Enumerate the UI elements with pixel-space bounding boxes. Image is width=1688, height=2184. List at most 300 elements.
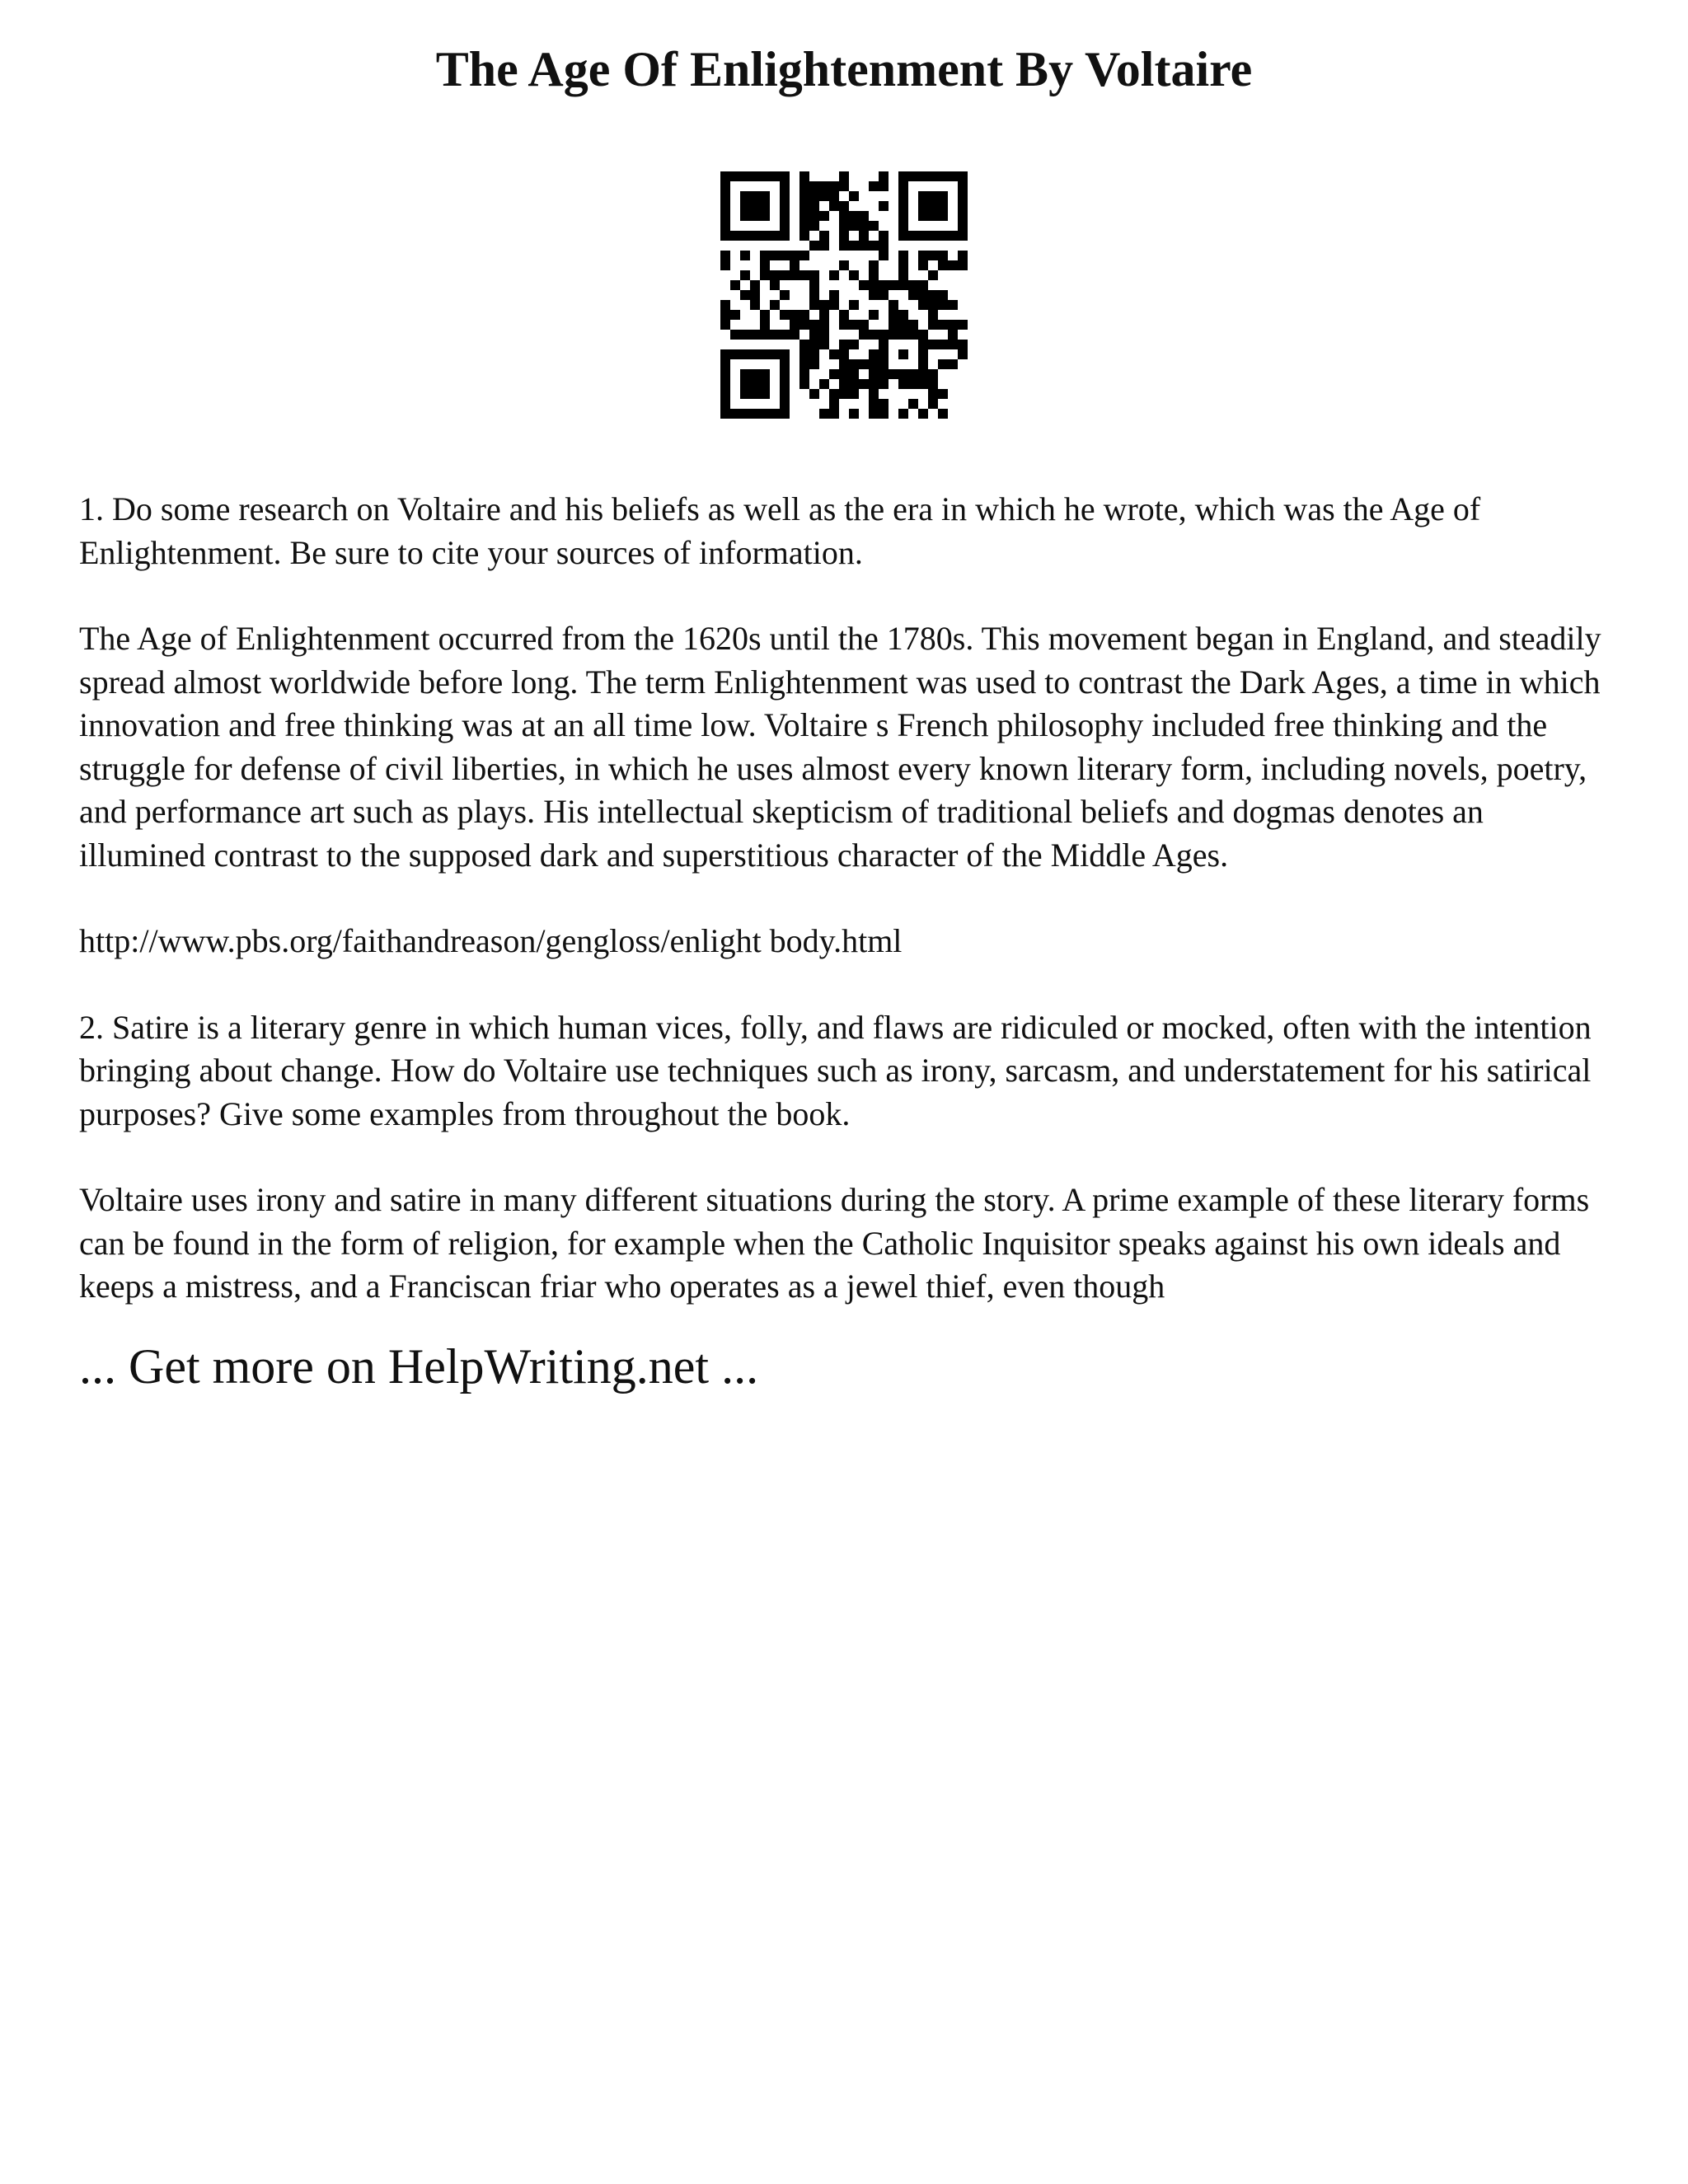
qr-module	[809, 349, 819, 359]
qr-module	[898, 369, 908, 379]
qr-module	[819, 409, 829, 419]
qr-module	[780, 399, 790, 409]
qr-module	[958, 191, 968, 201]
qr-module	[918, 191, 928, 201]
qr-module	[869, 241, 879, 251]
qr-module	[898, 191, 908, 201]
qr-module	[770, 270, 780, 280]
qr-module	[839, 320, 849, 330]
qr-module	[898, 320, 908, 330]
qr-module	[839, 389, 849, 399]
qr-module	[730, 409, 740, 419]
qr-module	[859, 359, 869, 369]
qr-module	[918, 231, 928, 241]
qr-module	[760, 201, 770, 211]
qr-module	[780, 330, 790, 340]
qr-module	[938, 251, 948, 260]
qr-module	[720, 310, 730, 320]
qr-module	[948, 260, 958, 270]
qr-module	[938, 260, 948, 270]
qr-module	[819, 241, 829, 251]
qr-module	[760, 211, 770, 221]
qr-module	[829, 369, 839, 379]
qr-module	[740, 231, 750, 241]
qr-module	[948, 320, 958, 330]
qr-module	[889, 310, 898, 320]
qr-module	[720, 300, 730, 310]
qr-module	[948, 300, 958, 310]
qr-module	[799, 201, 809, 211]
qr-module	[898, 181, 908, 191]
qr-module	[869, 260, 879, 270]
qr-module	[958, 171, 968, 181]
qr-module	[938, 389, 948, 399]
qr-module	[869, 330, 879, 340]
qr-module	[898, 211, 908, 221]
qr-module	[908, 330, 918, 340]
qr-module	[760, 270, 770, 280]
qr-module	[849, 300, 859, 310]
qr-module	[958, 260, 968, 270]
qr-module	[799, 340, 809, 349]
qr-module	[819, 330, 829, 340]
qr-module	[839, 211, 849, 221]
qr-module	[849, 270, 859, 280]
qr-module	[879, 171, 889, 181]
qr-module	[948, 330, 958, 340]
qr-module	[750, 300, 760, 310]
qr-module	[879, 280, 889, 290]
qr-module	[908, 379, 918, 389]
qr-module	[879, 181, 889, 191]
qr-module	[799, 211, 809, 221]
qr-module	[720, 211, 730, 221]
qr-module	[790, 320, 799, 330]
qr-module	[799, 369, 809, 379]
qr-module	[938, 340, 948, 349]
qr-module	[839, 340, 849, 349]
qr-module	[809, 191, 819, 201]
qr-module	[898, 231, 908, 241]
qr-module	[879, 241, 889, 251]
qr-module	[730, 280, 740, 290]
qr-module	[928, 171, 938, 181]
qr-module	[819, 181, 829, 191]
qr-module	[918, 340, 928, 349]
qr-module	[928, 270, 938, 280]
qr-module	[938, 171, 948, 181]
qr-module	[869, 379, 879, 389]
qr-module	[760, 231, 770, 241]
qr-module	[760, 389, 770, 399]
qr-module	[770, 330, 780, 340]
qr-module	[918, 369, 928, 379]
qr-module	[740, 389, 750, 399]
qr-module	[859, 320, 869, 330]
qr-module	[780, 349, 790, 359]
qr-module	[928, 201, 938, 211]
qr-module	[750, 290, 760, 300]
qr-module	[740, 211, 750, 221]
qr-module	[898, 280, 908, 290]
qr-module	[760, 320, 770, 330]
qr-module	[889, 300, 898, 310]
qr-module	[879, 290, 889, 300]
qr-module	[859, 330, 869, 340]
qr-module	[928, 290, 938, 300]
qr-module	[780, 389, 790, 399]
qr-module	[889, 330, 898, 340]
qr-module	[849, 369, 859, 379]
qr-module	[908, 231, 918, 241]
qr-module	[958, 320, 968, 330]
qr-module	[869, 369, 879, 379]
qr-module	[879, 231, 889, 241]
qr-module	[869, 270, 879, 280]
qr-module	[780, 191, 790, 201]
qr-module	[839, 260, 849, 270]
qr-module	[809, 290, 819, 300]
qr-module	[859, 221, 869, 231]
qr-module	[770, 300, 780, 310]
qr-module	[720, 191, 730, 201]
qr-module	[780, 181, 790, 191]
qr-module	[760, 349, 770, 359]
qr-module	[869, 389, 879, 399]
qr-module	[918, 379, 928, 389]
qr-module	[908, 171, 918, 181]
qr-module	[780, 221, 790, 231]
qr-module	[918, 330, 928, 340]
qr-module	[859, 231, 869, 241]
page-title: The Age Of Enlightenment By Voltaire	[435, 42, 1253, 96]
qr-module	[720, 231, 730, 241]
qr-module	[720, 260, 730, 270]
qr-module	[898, 251, 908, 260]
qr-module	[898, 349, 908, 359]
qr-module	[730, 310, 740, 320]
qr-module	[790, 270, 799, 280]
qr-module	[918, 359, 928, 369]
qr-module	[839, 349, 849, 359]
qr-module	[928, 320, 938, 330]
qr-module	[839, 201, 849, 211]
qr-module	[879, 409, 889, 419]
get-more-link[interactable]: ... Get more on HelpWriting.net ...	[79, 1338, 759, 1394]
qr-module	[869, 359, 879, 369]
document-body	[79, 488, 1609, 1396]
qr-module	[839, 231, 849, 241]
qr-module	[849, 389, 859, 399]
qr-module	[770, 409, 780, 419]
qr-module	[780, 379, 790, 389]
qr-module	[918, 300, 928, 310]
qr-module	[819, 340, 829, 349]
qr-module	[730, 231, 740, 241]
qr-module	[780, 270, 790, 280]
qr-module	[720, 251, 730, 260]
qr-module	[829, 399, 839, 409]
qr-module	[740, 201, 750, 211]
qr-module	[938, 211, 948, 221]
qr-module	[740, 191, 750, 201]
qr-module	[928, 191, 938, 201]
qr-module	[958, 221, 968, 231]
qr-module	[908, 290, 918, 300]
qr-module	[730, 349, 740, 359]
qr-module	[958, 181, 968, 191]
qr-module	[928, 399, 938, 409]
qr-module	[720, 181, 730, 191]
qr-module	[938, 201, 948, 211]
qr-module	[770, 251, 780, 260]
qr-module	[780, 310, 790, 320]
qr-module	[849, 340, 859, 349]
qr-module	[799, 181, 809, 191]
qr-module	[799, 171, 809, 181]
qr-module	[740, 171, 750, 181]
qr-module	[948, 231, 958, 241]
qr-module	[819, 300, 829, 310]
qr-module	[799, 349, 809, 359]
qr-module	[730, 171, 740, 181]
qr-module	[720, 221, 730, 231]
qr-module	[829, 201, 839, 211]
qr-module	[780, 409, 790, 419]
qr-module	[780, 231, 790, 241]
qr-module	[829, 300, 839, 310]
qr-module	[958, 211, 968, 221]
qr-module	[720, 389, 730, 399]
qr-module	[928, 300, 938, 310]
qr-module	[839, 181, 849, 191]
qr-module	[869, 399, 879, 409]
qr-module	[770, 171, 780, 181]
qr-module	[879, 201, 889, 211]
qr-module	[809, 389, 819, 399]
qr-module	[740, 369, 750, 379]
qr-module	[889, 369, 898, 379]
qr-module	[898, 270, 908, 280]
qr-module	[829, 349, 839, 359]
qr-module	[760, 260, 770, 270]
qr-module	[720, 320, 730, 330]
qr-module	[750, 280, 760, 290]
qr-module	[898, 260, 908, 270]
answer-1-paragraph: The Age of Enlightenment occurred from the 1620s until the 1780s. This movement began in England, and steadily spread almost worldwide before long. The term Enlightenment was used to contrast the Dark Ages, a time in which innovation and free thinking was at an all time low. Voltaire s French philosophy included free thinking and the struggle for defense of civil liberties, in which he uses almost every known literary form, including novels, poetry, and performance art such as plays. His intellectual skepticism of traditional beliefs and dogmas denotes an illumined contrast to the supposed dark and superstitious character of the Middle Ages.	[79, 620, 1601, 874]
qr-module	[839, 359, 849, 369]
qr-module	[879, 340, 889, 349]
answer-2-paragraph: Voltaire uses irony and satire in many different situations during the story. A prime example of these literary forms can be found in the form of religion, for example when the Catholic Inquisitor speaks against his own ideals and keeps a mistress, and a Franciscan friar who operates as a jewel thief, even though	[79, 1181, 1590, 1305]
qr-module	[938, 231, 948, 241]
qr-module	[918, 251, 928, 260]
qr-module	[740, 290, 750, 300]
qr-module	[750, 409, 760, 419]
qr-module	[849, 241, 859, 251]
qr-module	[958, 340, 968, 349]
qr-module	[938, 290, 948, 300]
qr-module	[938, 320, 948, 330]
qr-module	[780, 369, 790, 379]
question-1-paragraph: 1. Do some research on Voltaire and his beliefs as well as the era in which he wrote, which was the Age of Enlightenment. Be sure to cite your sources of information.	[79, 490, 1481, 571]
qr-module	[869, 181, 879, 191]
qr-module	[928, 379, 938, 389]
qr-module	[879, 251, 889, 260]
qr-module	[829, 290, 839, 300]
qr-module	[908, 399, 918, 409]
qr-module	[799, 221, 809, 231]
qr-module	[780, 290, 790, 300]
qr-module	[750, 369, 760, 379]
qr-code	[720, 171, 968, 419]
qr-module	[720, 399, 730, 409]
qr-module	[780, 359, 790, 369]
qr-module	[849, 221, 859, 231]
qr-module	[770, 280, 780, 290]
qr-module	[938, 300, 948, 310]
qr-module	[898, 330, 908, 340]
qr-module	[720, 201, 730, 211]
qr-module	[839, 221, 849, 231]
qr-module	[898, 221, 908, 231]
qr-module	[898, 379, 908, 389]
qr-module	[849, 320, 859, 330]
qr-module	[760, 369, 770, 379]
qr-module	[849, 379, 859, 389]
qr-module	[819, 211, 829, 221]
qr-module	[859, 280, 869, 290]
qr-module	[730, 330, 740, 340]
qr-module	[809, 181, 819, 191]
qr-module	[750, 330, 760, 340]
qr-module	[958, 349, 968, 359]
qr-module	[879, 330, 889, 340]
qr-module	[879, 379, 889, 389]
qr-module	[780, 211, 790, 221]
qr-module	[760, 171, 770, 181]
qr-module	[928, 251, 938, 260]
qr-module	[809, 221, 819, 231]
qr-module	[740, 379, 750, 389]
qr-module	[918, 201, 928, 211]
qr-module	[740, 330, 750, 340]
qr-module	[898, 310, 908, 320]
qr-module	[760, 330, 770, 340]
qr-module	[750, 379, 760, 389]
qr-module	[928, 310, 938, 320]
qr-module	[799, 379, 809, 389]
qr-module	[809, 330, 819, 340]
qr-module	[809, 211, 819, 221]
qr-module	[928, 389, 938, 399]
qr-module	[780, 251, 790, 260]
qr-module	[750, 171, 760, 181]
qr-module	[918, 349, 928, 359]
qr-module	[928, 211, 938, 221]
qr-module	[898, 409, 908, 419]
qr-module	[829, 191, 839, 201]
qr-module	[908, 280, 918, 290]
qr-module	[839, 241, 849, 251]
qr-module	[760, 310, 770, 320]
qr-module	[770, 349, 780, 359]
qr-module	[908, 320, 918, 330]
qr-module	[928, 369, 938, 379]
qr-module	[839, 369, 849, 379]
qr-module	[928, 340, 938, 349]
qr-module	[720, 379, 730, 389]
qr-module	[799, 320, 809, 330]
qr-module	[819, 320, 829, 330]
qr-module	[918, 211, 928, 221]
qr-module	[829, 270, 839, 280]
qr-module	[780, 201, 790, 211]
qr-module	[918, 171, 928, 181]
qr-module	[750, 211, 760, 221]
qr-module	[799, 359, 809, 369]
qr-module	[750, 349, 760, 359]
qr-module	[799, 270, 809, 280]
qr-module	[918, 260, 928, 270]
qr-module	[869, 310, 879, 320]
qr-module	[809, 241, 819, 251]
qr-module	[898, 171, 908, 181]
qr-module	[829, 389, 839, 399]
qr-module	[839, 171, 849, 181]
qr-module	[869, 409, 879, 419]
qr-module	[760, 379, 770, 389]
qr-module	[760, 191, 770, 201]
qr-module	[740, 270, 750, 280]
qr-module	[809, 201, 819, 211]
qr-module	[918, 280, 928, 290]
qr-code-icon	[720, 171, 968, 419]
qr-module	[799, 251, 809, 260]
qr-module	[790, 251, 799, 260]
qr-module	[799, 310, 809, 320]
qr-module	[760, 251, 770, 260]
qr-module	[879, 369, 889, 379]
qr-module	[790, 310, 799, 320]
qr-module	[859, 379, 869, 389]
qr-module	[879, 349, 889, 359]
qr-module	[889, 320, 898, 330]
qr-module	[958, 201, 968, 211]
qr-module	[760, 409, 770, 419]
qr-module	[958, 231, 968, 241]
qr-module	[750, 191, 760, 201]
qr-module	[948, 171, 958, 181]
qr-module	[809, 300, 819, 310]
qr-module	[750, 231, 760, 241]
qr-module	[948, 340, 958, 349]
qr-module	[829, 181, 839, 191]
qr-module	[799, 231, 809, 241]
qr-module	[839, 310, 849, 320]
qr-module	[720, 369, 730, 379]
qr-module	[819, 379, 829, 389]
qr-module	[879, 359, 889, 369]
qr-module	[720, 171, 730, 181]
qr-module	[750, 201, 760, 211]
qr-module	[819, 231, 829, 241]
qr-module	[849, 211, 859, 221]
question-2-paragraph: 2. Satire is a literary genre in which human vices, folly, and flaws are ridiculed or mocked, often with the intention bringing about change. How do Voltaire use techniques such as irony, sarcasm, and understatement for his satirical purposes? Give some examples from throughout the book.	[79, 1008, 1592, 1132]
qr-module	[958, 251, 968, 260]
qr-module	[869, 349, 879, 359]
qr-module	[918, 290, 928, 300]
qr-module	[889, 280, 898, 290]
